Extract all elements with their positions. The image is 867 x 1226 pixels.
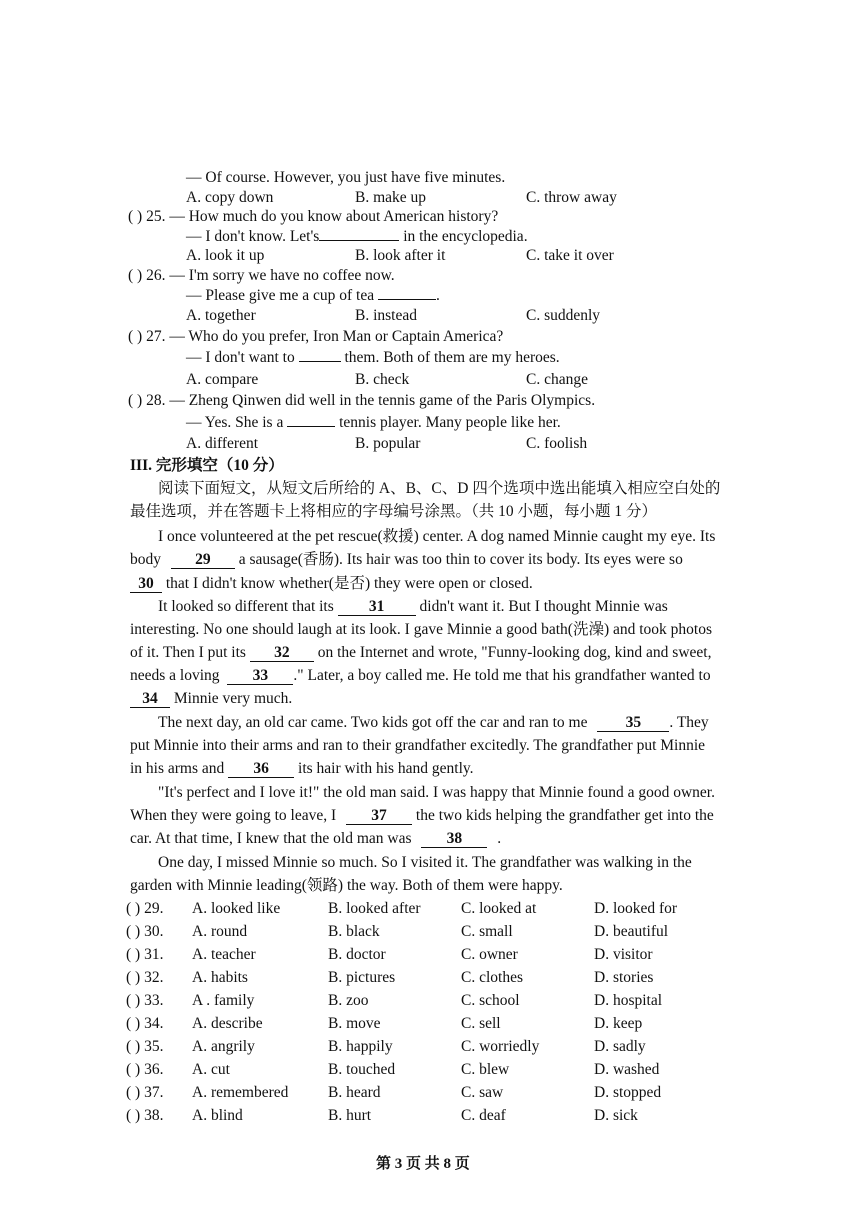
option-a: A. angrily (192, 1038, 255, 1055)
option-a: A. remembered (192, 1084, 289, 1101)
section-title: III. 完形填空（10 分） (130, 457, 284, 474)
blank-35[interactable]: 35 (597, 715, 669, 732)
passage-line: It looked so different that its 31 didn't want it. But I thought Minnie was (158, 598, 668, 615)
blank-36[interactable]: 36 (228, 761, 294, 778)
q24-option-a: A. copy down (186, 189, 274, 206)
option-d: D. sadly (594, 1038, 646, 1055)
q27-option-c: C. change (526, 371, 588, 388)
page-number: 第 3 页 共 8 页 (376, 1156, 470, 1172)
q28-response: — Yes. She is a tennis player. Many people like her. (186, 414, 561, 431)
q24-option-c: C. throw away (526, 189, 617, 206)
blank-32[interactable]: 32 (250, 645, 314, 662)
option-c: C. deaf (461, 1107, 506, 1124)
q25-option-c: C. take it over (526, 247, 614, 264)
question-number[interactable]: ( ) 37. (126, 1084, 164, 1101)
option-b: B. hurt (328, 1107, 372, 1124)
question-number[interactable]: ( ) 32. (126, 969, 164, 986)
question-27 (128, 327, 503, 347)
blank-37[interactable]: 37 (346, 808, 412, 825)
option-d: D. sick (594, 1107, 638, 1124)
option-d: D. keep (594, 1015, 643, 1032)
q27-option-a: A. compare (186, 371, 259, 388)
option-c: C. school (461, 992, 520, 1009)
q26-option-a: A. together (186, 307, 256, 324)
passage-line: "It's perfect and I love it!" the old man said. I was happy that Minnie found a good owner. (158, 784, 715, 801)
option-c: C. owner (461, 946, 518, 963)
option-c: C. blew (461, 1061, 510, 1078)
option-a: A. cut (192, 1061, 230, 1078)
option-b: B. looked after (328, 900, 421, 917)
option-c: C. looked at (461, 900, 537, 917)
question-number[interactable]: ( ) 33. (126, 992, 164, 1009)
q26-response: — Please give me a cup of tea . (186, 287, 440, 304)
answer-blank[interactable] (287, 426, 335, 427)
question-number[interactable]: ( ) 30. (126, 923, 164, 940)
question-number[interactable]: ( ) 36. (126, 1061, 164, 1078)
question-number[interactable]: ( ) 35. (126, 1038, 164, 1055)
passage-line: car. At that time, I knew that the old man was 38 . (130, 830, 502, 847)
question-number[interactable]: ( ) 29. (126, 900, 164, 917)
passage-line: put Minnie into their arms and ran to their grandfather excitedly. The grandfather put Minnie (130, 737, 706, 754)
q28-option-b: B. popular (355, 435, 421, 452)
q27-option-b: B. check (355, 371, 410, 388)
passage-line: body 29 a sausage(香肠). Its hair was too thin to cover its body. Its eyes were so (130, 551, 683, 568)
q25-response: — I don't know. Let's in the encyclopedia. (186, 228, 528, 245)
blank-29[interactable]: 29 (171, 552, 235, 569)
option-a: A. round (192, 923, 248, 940)
option-d: D. washed (594, 1061, 660, 1078)
option-a: A . family (192, 992, 255, 1009)
q26-option-c: C. suddenly (526, 307, 601, 324)
question-25 (128, 207, 498, 227)
q28-option-a: A. different (186, 435, 259, 452)
option-b: B. heard (328, 1084, 381, 1101)
option-a: A. blind (192, 1107, 243, 1124)
q26-option-b: B. instead (355, 307, 417, 324)
option-b: B. black (328, 923, 380, 940)
question-number[interactable]: ( ) 38. (126, 1107, 164, 1124)
blank-34[interactable]: 34 (130, 691, 170, 708)
option-b: B. move (328, 1015, 381, 1032)
passage-line: 34 Minnie very much. (130, 689, 292, 709)
option-b: B. touched (328, 1061, 396, 1078)
answer-blank[interactable] (378, 299, 436, 300)
question-text: — Zheng Qinwen did well in the tennis game of the Paris Olympics. (169, 392, 596, 409)
q28-option-c: C. foolish (526, 435, 588, 452)
option-d: D. hospital (594, 992, 663, 1009)
passage-line: garden with Minnie leading(领路) the way. Both of them were happy. (130, 877, 563, 894)
option-d: D. visitor (594, 946, 653, 963)
question-number: ( ) 27. (128, 328, 166, 345)
option-c: C. sell (461, 1015, 501, 1032)
blank-38[interactable]: 38 (421, 831, 487, 848)
option-b: B. doctor (328, 946, 386, 963)
passage-line: in his arms and 36 its hair with his hand gently. (130, 760, 474, 777)
question-number: ( ) 26. (128, 267, 166, 284)
question-number[interactable]: ( ) 34. (126, 1015, 164, 1032)
passage-line: 30 that I didn't know whether(是否) they were open or closed. (130, 574, 533, 594)
answer-blank[interactable] (319, 240, 399, 241)
blank-33[interactable]: 33 (227, 668, 293, 685)
option-c: C. worriedly (461, 1038, 540, 1055)
blank-31[interactable]: 31 (338, 599, 416, 616)
option-d: D. stories (594, 969, 654, 986)
option-a: A. describe (192, 1015, 263, 1032)
passage-line: of it. Then I put its 32 on the Internet and wrote, "Funny-looking dog, kind and sweet, (130, 644, 712, 661)
section-instruction-2: 最佳选项，并在答题卡上将相应的字母编号涂黑。（共 10 小题，每小题 1 分） (130, 503, 658, 520)
option-c: C. small (461, 923, 513, 940)
option-d: D. looked for (594, 900, 678, 917)
option-b: B. zoo (328, 992, 369, 1009)
question-28 (128, 391, 595, 411)
q24-option-b: B. make up (355, 189, 427, 206)
question-text: — I'm sorry we have no coffee now. (169, 267, 395, 284)
question-number[interactable]: ( ) 31. (126, 946, 164, 963)
option-b: B. pictures (328, 969, 396, 986)
passage-line: The next day, an old car came. Two kids got off the car and ran to me 35 . They (158, 714, 709, 731)
option-d: D. beautiful (594, 923, 669, 940)
passage-line: When they were going to leave, I 37 the two kids helping the grandfather get into the (130, 807, 714, 824)
option-c: C. saw (461, 1084, 504, 1101)
q25-option-b: B. look after it (355, 247, 446, 264)
passage-line: interesting. No one should laugh at its look. I gave Minnie a good bath(洗澡) and took photos (130, 621, 713, 638)
q27-response: — I don't want to them. Both of them are my heroes. (186, 349, 560, 366)
q24-answer-line: — Of course. However, you just have five minutes. (186, 169, 506, 186)
question-number: ( ) 28. (128, 392, 166, 409)
option-a: A. looked like (192, 900, 281, 917)
option-c: C. clothes (461, 969, 523, 986)
option-d: D. stopped (594, 1084, 662, 1101)
question-number: ( ) 25. (128, 208, 166, 225)
answer-blank[interactable] (299, 361, 341, 362)
passage-line: I once volunteered at the pet rescue(救援) center. A dog named Minnie caught my eye. Its (158, 528, 716, 545)
option-b: B. happily (328, 1038, 393, 1055)
question-26 (128, 266, 395, 286)
question-text: — Who do you prefer, Iron Man or Captain America? (169, 328, 504, 345)
passage-line: needs a loving 33 ." Later, a boy called me. He told me that his grandfather wanted to (130, 667, 711, 684)
blank-30[interactable]: 30 (130, 576, 162, 593)
question-text: — How much do you know about American history? (169, 208, 499, 225)
section-instruction-1: 阅读下面短文，从短文后所给的 A、B、C、D 四个选项中选出能填入相应空白处的 (158, 480, 721, 497)
passage-line: One day, I missed Minnie so much. So I visited it. The grandfather was walking in the (158, 854, 692, 871)
q25-option-a: A. look it up (186, 247, 265, 264)
option-a: A. teacher (192, 946, 256, 963)
option-a: A. habits (192, 969, 248, 986)
